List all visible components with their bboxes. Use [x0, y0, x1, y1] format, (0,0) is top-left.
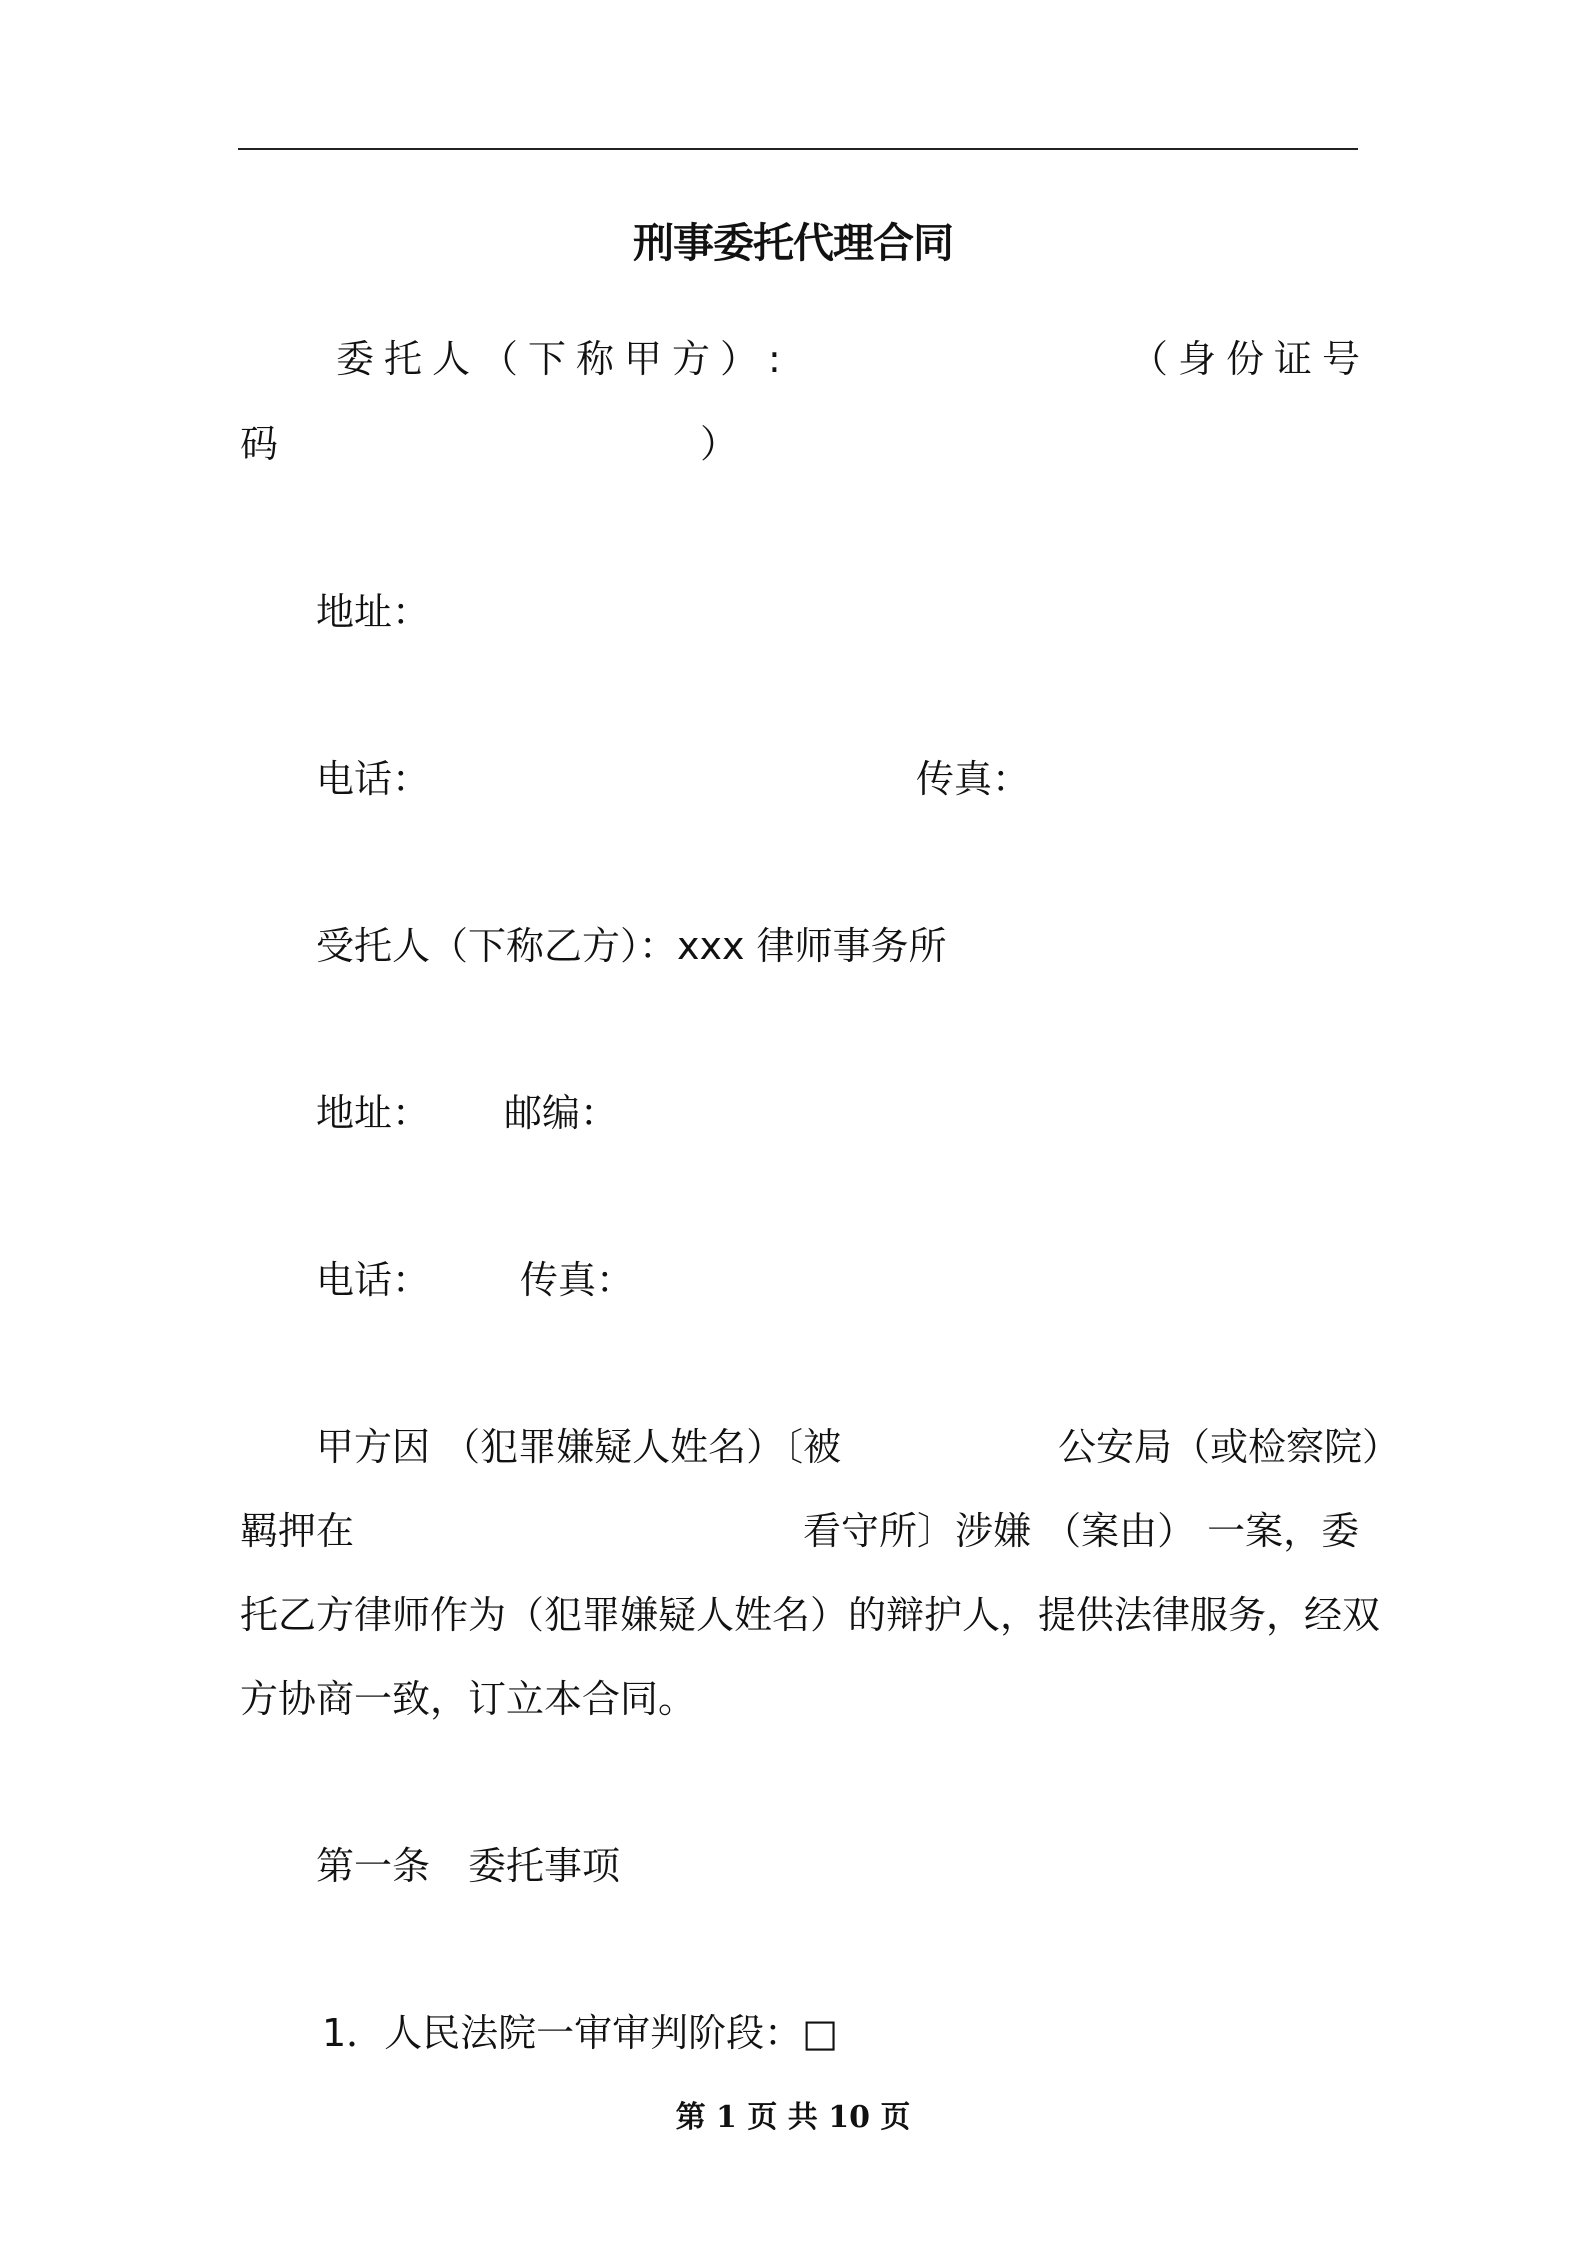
party-a-id-close: ） — [700, 422, 739, 466]
party-a-fax: 传真： — [916, 757, 1031, 801]
page-footer: 第 1 页 共 10 页 — [675, 2100, 911, 2135]
party-a-label: 委托人（下称甲方）: — [336, 337, 791, 381]
party-b-fax: 传真： — [520, 1258, 635, 1302]
document-title: 刑事委托代理合同 — [633, 219, 953, 267]
party-a-id-cont: 码 — [240, 422, 279, 466]
article1-heading: 第一条 委托事项 — [316, 1844, 621, 1888]
party-a-address: 地址： — [316, 590, 431, 634]
article1-item1: 1．人民法院一审审判阶段：□ — [322, 2011, 839, 2055]
para1-line3: 托乙方律师作为（犯罪嫌疑人姓名）的辩护人，提供法律服务，经双 — [240, 1593, 1381, 1637]
header-rule — [238, 148, 1358, 150]
para1-line4: 方协商一致，订立本合同。 — [240, 1677, 697, 1721]
party-a-phone: 电话： — [316, 757, 431, 801]
para1-line1b: 公安局（或检察院） — [1058, 1425, 1401, 1469]
party-b-address: 地址： — [316, 1091, 431, 1135]
party-b-label: 受托人（下称乙方）：xxx 律师事务所 — [316, 924, 947, 968]
para1-line2b: 看守所〕涉嫌 （案由） 一案，委 — [803, 1509, 1360, 1553]
para1-line1a: 甲方因 （犯罪嫌疑人姓名）〔被 — [316, 1425, 842, 1469]
para1-line2a: 羁押在 — [240, 1509, 355, 1553]
party-b-phone: 电话： — [316, 1258, 431, 1302]
party-a-id-open: （身份证号 — [1130, 337, 1371, 381]
party-b-postcode: 邮编： — [504, 1091, 619, 1135]
